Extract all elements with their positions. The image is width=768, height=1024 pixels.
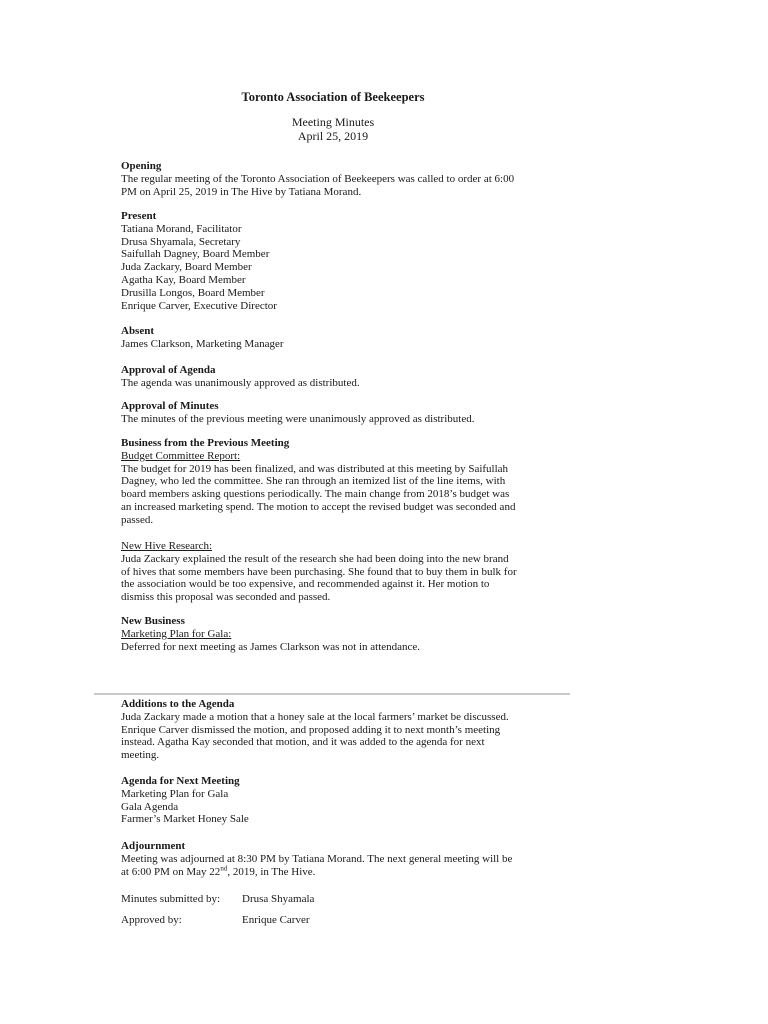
section-heading: Adjournment — [121, 840, 186, 852]
paragraph-line: board members asking questions periodically. The main change from 2018’s budget was — [121, 488, 510, 501]
paragraph-line: Juda Zackary made a motion that a honey sale at the local farmers’ market be discussed. — [121, 710, 509, 723]
section-business-previous — [121, 437, 561, 527]
agenda-item: Farmer’s Market Honey Sale — [121, 813, 249, 826]
subsection-heading: Marketing Plan for Gala: — [121, 627, 232, 640]
attendee-item: Tatiana Morand, Facilitator — [121, 222, 242, 235]
document-title: Toronto Association of Beekeepers — [241, 90, 425, 104]
paragraph-line: Meeting was adjourned at 8:30 PM by Tatiana Morand. The next general meeting will be — [121, 852, 513, 865]
paragraph-line: The regular meeting of the Toronto Association of Beekeepers was called to order at 6:00 — [121, 172, 515, 185]
attendee-item: Agatha Kay, Board Member — [121, 273, 246, 286]
section-heading: New Business — [121, 615, 185, 627]
paragraph-line: Dagney, who led the committee. She ran through an itemized list of the line items, with — [121, 475, 506, 488]
section-heading: Opening — [121, 160, 162, 172]
paragraph-line: dismiss this proposal was seconded and passed. — [121, 591, 331, 604]
section-new-business — [121, 615, 561, 653]
section-heading: Absent — [121, 325, 155, 337]
section-next-agenda — [121, 775, 561, 826]
paragraph-line: an increased marketing spend. The motion to accept the revised budget was seconded and — [121, 500, 516, 513]
ordinal-suffix: nd — [220, 863, 228, 872]
section-approval-agenda — [121, 364, 561, 390]
paragraph-line: the association would be too expensive, and recommended against it. Her motion to — [121, 578, 490, 591]
attendee-item: Drusilla Longos, Board Member — [121, 286, 265, 299]
submitted-by-name: Drusa Shyamala — [242, 893, 315, 905]
paragraph-line: meeting. — [121, 749, 160, 762]
approved-by-name: Enrique Carver — [242, 914, 310, 926]
approved-by-label: Approved by: — [121, 914, 182, 926]
document-subtitle — [0, 116, 666, 143]
subsection-heading: Budget Committee Report: — [121, 449, 241, 462]
section-heading: Additions to the Agenda — [121, 698, 235, 710]
paragraph-line: The budget for 2019 has been finalized, and was distributed at this meeting by Saifullah — [121, 462, 509, 475]
paragraph-line: PM on April 25, 2019 in The Hive by Tatiana Morand. — [121, 185, 362, 198]
section-hive-research — [121, 540, 561, 604]
approved-by-row — [121, 914, 561, 927]
paragraph-line: passed. — [121, 513, 154, 526]
submitted-by-row — [121, 893, 561, 906]
adjournment-text-post: , 2019, in The Hive. — [227, 865, 316, 878]
meeting-date: April 25, 2019 — [297, 128, 369, 143]
paragraph-line: The minutes of the previous meeting were unanimously approved as distributed. — [121, 412, 475, 425]
paragraph-line: The agenda was unanimously approved as distributed. — [121, 376, 360, 389]
paragraph-line: instead. Agatha Kay seconded that motion, and it was added to the agenda for next — [121, 736, 485, 749]
section-absent — [121, 325, 561, 351]
section-opening — [121, 160, 561, 198]
paragraph-line: of hives that some members have been purchasing. She found that to buy them in bulk for — [121, 565, 517, 578]
agenda-item: Marketing Plan for Gala — [121, 787, 229, 800]
attendee-item: Enrique Carver, Executive Director — [121, 299, 277, 312]
section-approval-minutes — [121, 400, 561, 426]
section-present — [121, 210, 561, 312]
attendee-item: Drusa Shyamala, Secretary — [121, 235, 241, 248]
attendee-item: Saifullah Dagney, Board Member — [121, 248, 270, 261]
paragraph-line: Juda Zackary explained the result of the research she had been doing into the new brand — [121, 552, 509, 565]
page-break-divider — [94, 693, 570, 695]
section-adjournment — [121, 840, 561, 878]
paragraph-line: Deferred for next meeting as James Clarkson was not in attendance. — [121, 640, 421, 653]
paragraph-line — [121, 863, 561, 879]
section-heading: Agenda for Next Meeting — [121, 775, 240, 787]
adjournment-text-pre: at 6:00 PM on May 22 — [121, 865, 221, 878]
subtitle-text: Meeting Minutes — [291, 115, 375, 129]
attendee-item: Juda Zackary, Board Member — [121, 261, 252, 274]
agenda-item: Gala Agenda — [121, 800, 179, 813]
paragraph-line: Enrique Carver dismissed the motion, and proposed adding it to next month’s meeting — [121, 723, 501, 736]
submitted-by-label: Minutes submitted by: — [121, 893, 220, 905]
section-heading: Approval of Minutes — [121, 400, 219, 412]
section-heading: Business from the Previous Meeting — [121, 437, 290, 449]
paragraph-line: James Clarkson, Marketing Manager — [121, 337, 284, 350]
subsection-heading: New Hive Research: — [121, 540, 213, 552]
section-additions — [121, 698, 561, 762]
section-heading: Present — [121, 210, 157, 222]
section-heading: Approval of Agenda — [121, 364, 216, 376]
